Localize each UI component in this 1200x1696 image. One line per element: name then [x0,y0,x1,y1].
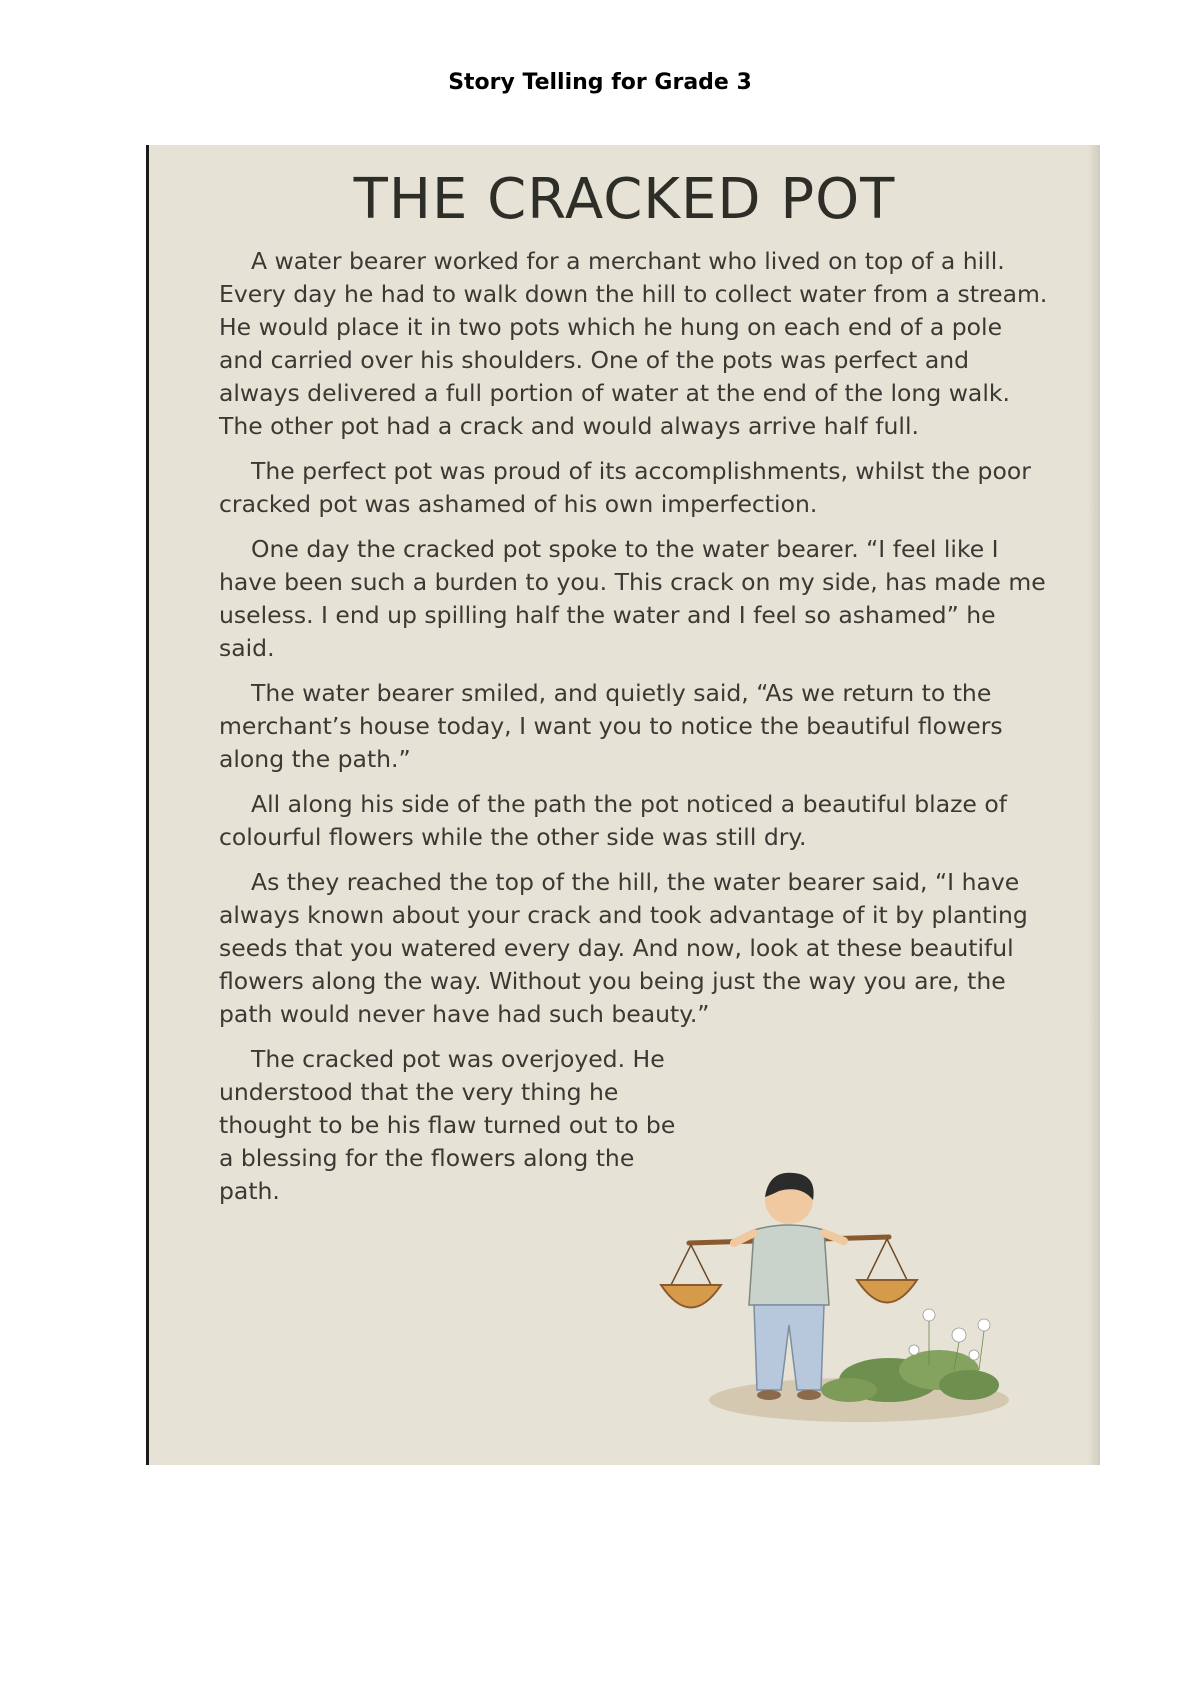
story-paragraph-4: The water bearer smiled, and quietly said, “As we return to the merchant’s house today, I want you to notice the beautiful flowers along the path.” [219,679,1003,773]
boy [734,1173,844,1400]
story-paragraph-5: All along his side of the path the pot noticed a beautiful blaze of colourful flowers while the other side was still dry. [219,790,1008,851]
story-paragraph-6: As they reached the top of the hill, the water bearer said, “I have always known about your crack and took advantage of it by planting seeds that you watered every day. And now, look at these beautiful flowers along the way. Without you being just the way you are, the path would never have had such beauty.” [219,868,1028,1028]
story-body [219,245,1049,1220]
story-paragraph-2: The perfect pot was proud of its accomplishments, whilst the poor cracked pot was ashamed of his own imperfection. [219,457,1031,518]
story-title: THE CRACKED POT [353,167,896,232]
right-pot [857,1280,917,1303]
story-paragraph-3: One day the cracked pot spoke to the water bearer. “I feel like I have been such a burden to you. This crack on my side, has made me useless. I end up spilling half the water and I feel so ashamed” he said. [219,535,1046,662]
story-scan-image [146,145,1100,1465]
story-paragraph-1: A water bearer worked for a merchant who lived on top of a hill. Every day he had to walk down the hill to collect water from a stream. He would place it in two pots which he hung on each end of a pole and carried over his shoulders. One of the pots was perfect and always delivered a full portion of water at the end of the long walk. The other pot had a crack and would always arrive half full. [219,247,1048,440]
left-pot [661,1285,721,1308]
document-header: Story Telling for Grade 3 [448,70,752,95]
boy-carrying-pots-illustration [629,1165,1009,1425]
story-paragraph-7: The cracked pot was overjoyed. He understood that the very thing he thought to be his flaw turned out to be a blessing for the flowers along the path. [219,1045,676,1205]
